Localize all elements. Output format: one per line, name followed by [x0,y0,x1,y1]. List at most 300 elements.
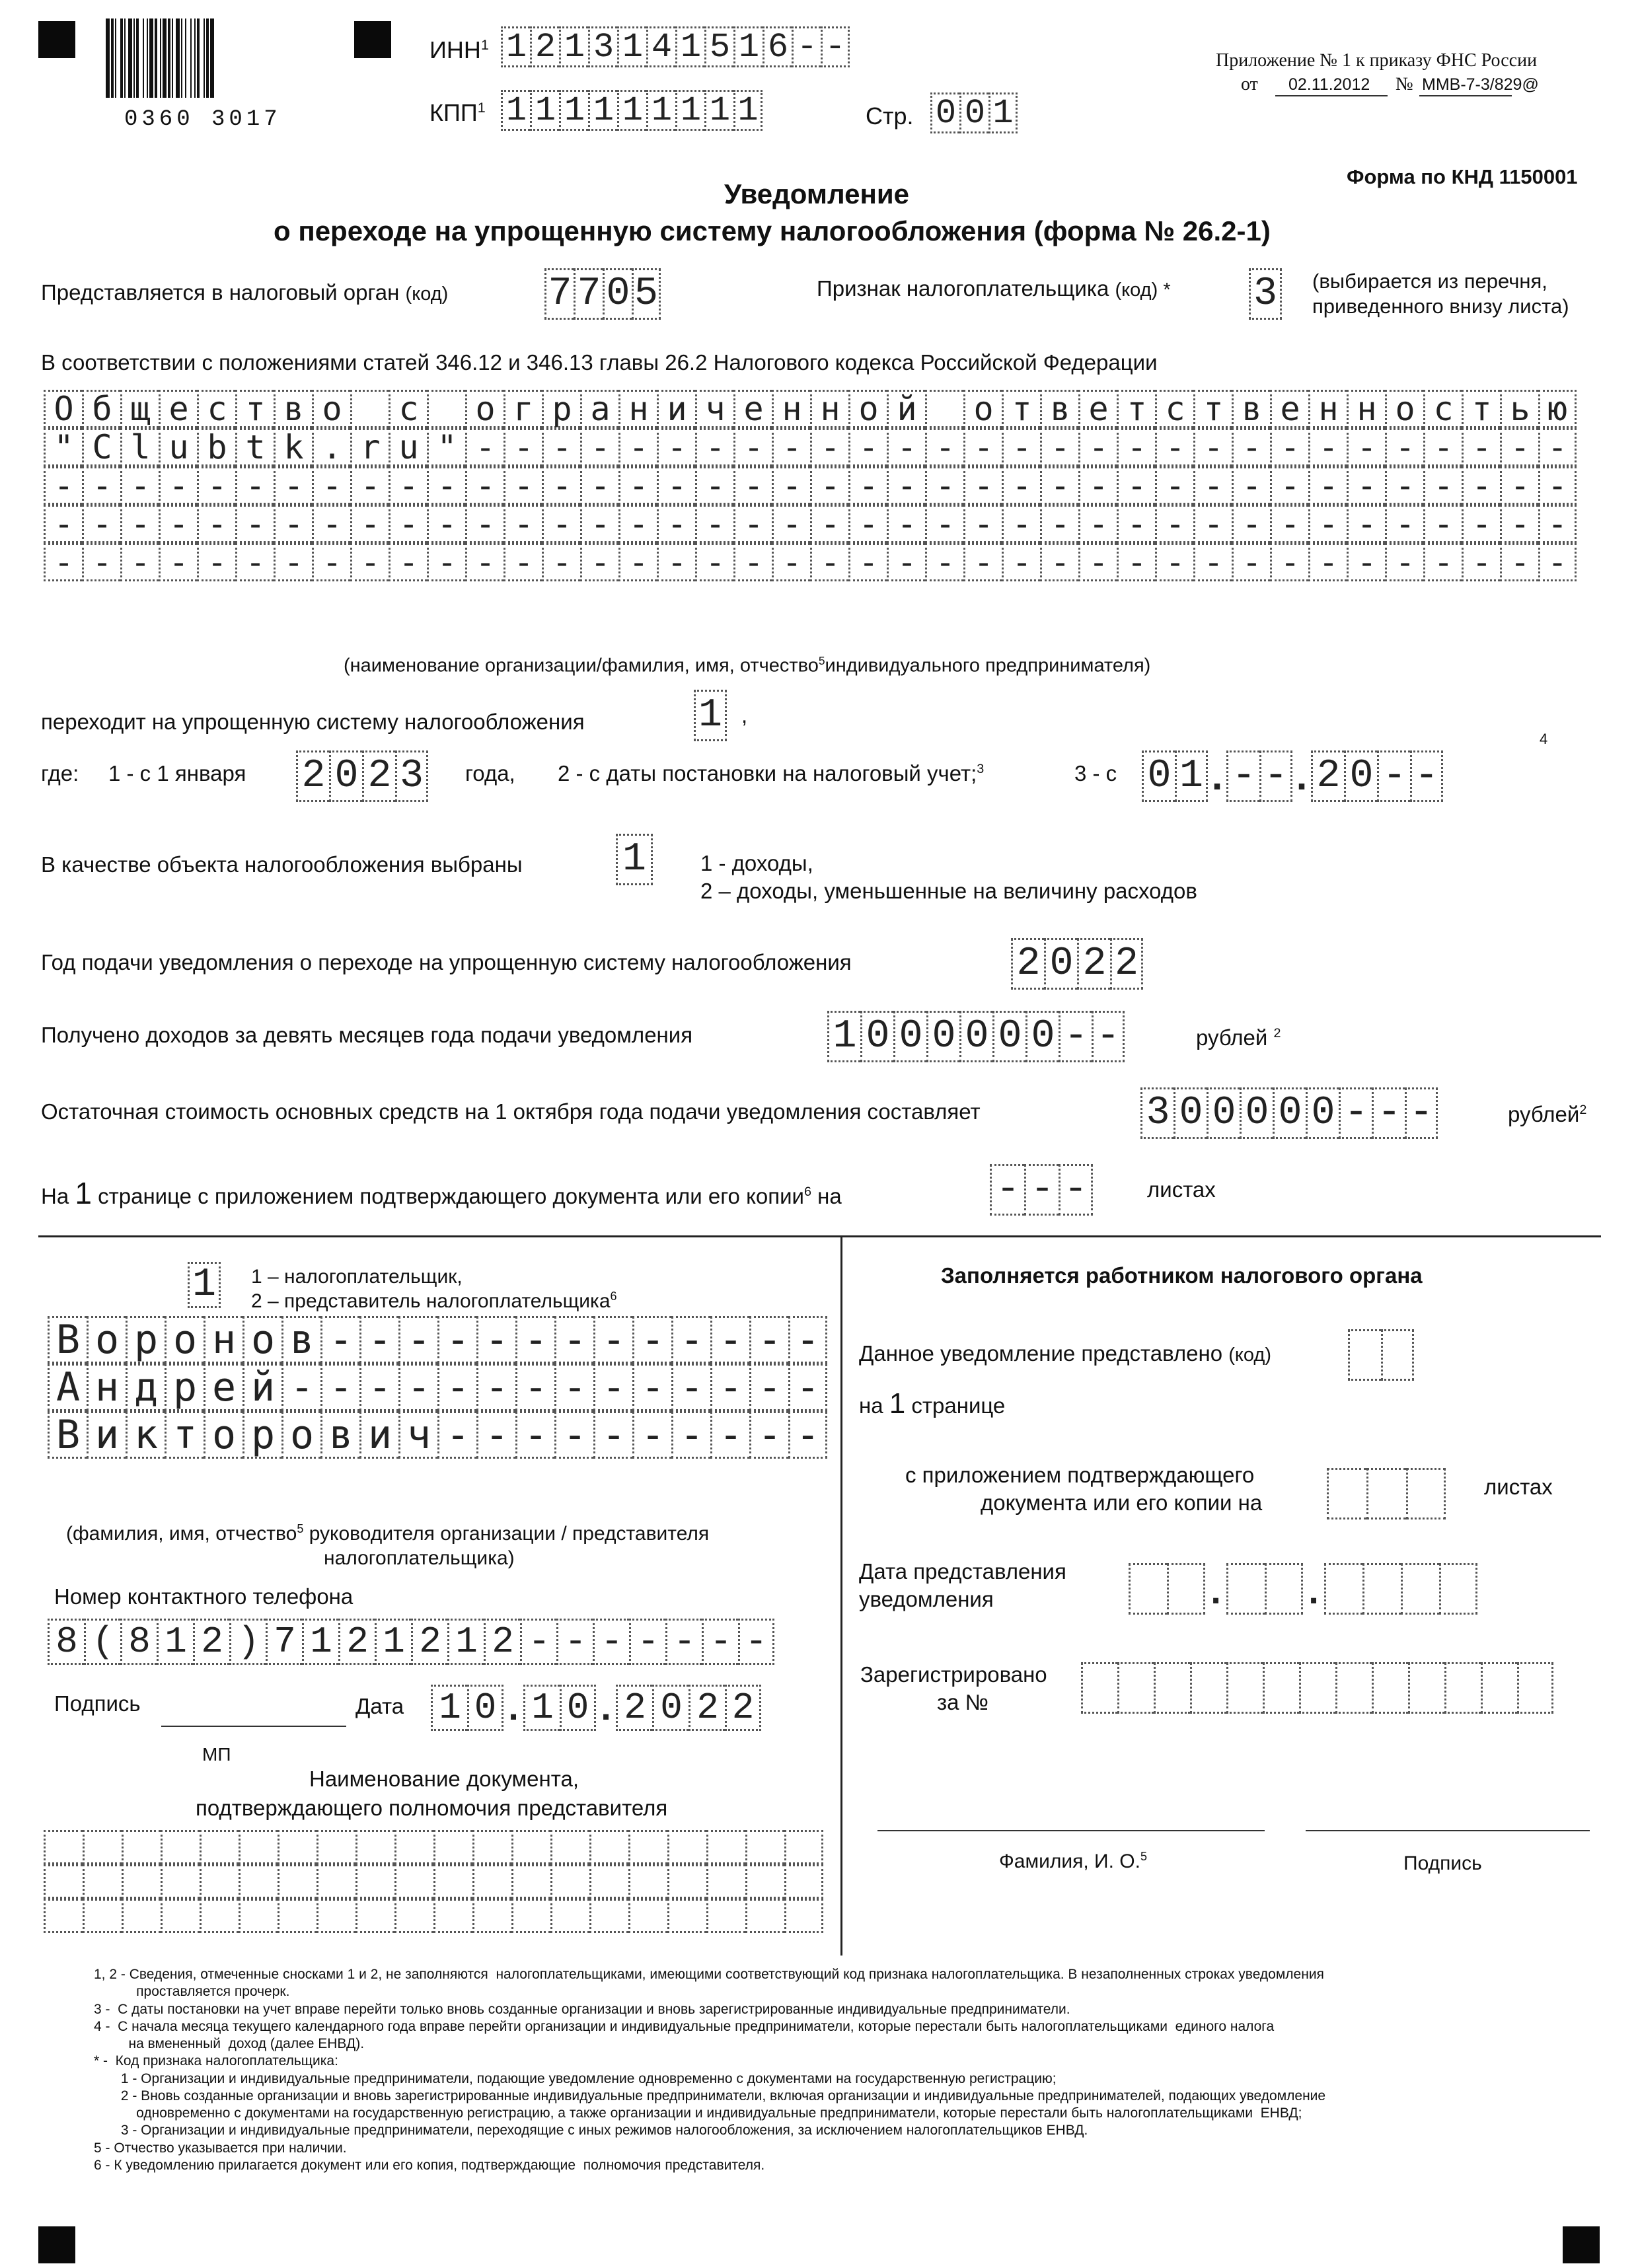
char-cell[interactable]: 1 [988,92,1018,133]
char-cell[interactable]: е [1270,390,1308,428]
char-cell[interactable]: - [1078,543,1117,581]
char-cell[interactable]: - [1059,1164,1093,1216]
char-cell[interactable]: - [1347,505,1385,543]
char-cell[interactable]: - [515,1364,554,1411]
char-cell[interactable] [706,1830,745,1864]
char-cell[interactable]: - [427,543,465,581]
char-cell[interactable]: - [887,466,925,505]
char-cell[interactable] [161,1864,200,1899]
char-cell[interactable]: - [398,1364,437,1411]
char-cell[interactable]: 7 [574,268,603,320]
char-cell[interactable]: - [542,428,580,466]
office-attach-cells[interactable] [1327,1468,1446,1519]
char-cell[interactable]: 0 [1207,1087,1240,1139]
char-cell[interactable] [1401,1563,1439,1615]
char-cell[interactable]: - [657,466,695,505]
char-cell[interactable]: - [515,1316,554,1364]
char-cell[interactable] [394,1830,433,1864]
char-cell[interactable] [1265,1563,1303,1615]
char-cell[interactable]: . [312,428,350,466]
attachment-cells[interactable] [990,1164,1093,1216]
char-cell[interactable]: - [359,1316,398,1364]
char-cell[interactable]: о [312,390,350,428]
char-cell[interactable]: - [1385,466,1423,505]
char-cell[interactable]: - [1308,543,1347,581]
char-cell[interactable]: - [925,466,963,505]
char-cell[interactable]: - [556,1619,593,1665]
char-cell[interactable]: е [733,390,772,428]
char-cell[interactable]: 0 [1173,1087,1207,1139]
char-cell[interactable]: - [1117,428,1155,466]
char-cell[interactable]: - [580,543,618,581]
char-cell[interactable] [550,1899,589,1933]
char-cell[interactable]: - [848,505,887,543]
char-cell[interactable]: р [542,390,580,428]
char-cell[interactable] [667,1864,706,1899]
char-cell[interactable] [1381,1329,1414,1381]
char-cell[interactable]: 0 [1044,938,1077,990]
char-cell[interactable]: - [159,543,197,581]
char-cell[interactable]: - [733,505,772,543]
office-submitted-cells[interactable] [1348,1329,1414,1381]
char-cell[interactable]: - [542,466,580,505]
char-cell[interactable]: - [1270,466,1308,505]
char-cell[interactable]: 2 [1311,750,1344,802]
char-cell[interactable]: - [810,505,848,543]
char-cell[interactable]: - [1385,428,1423,466]
char-cell[interactable]: k [274,428,312,466]
char-cell[interactable]: - [120,543,159,581]
char-cell[interactable]: 1 [501,26,530,67]
grid-row[interactable] [44,466,1577,505]
char-cell[interactable]: с [389,390,427,428]
char-cell[interactable]: 0 [467,1685,503,1731]
char-cell[interactable] [589,1899,628,1933]
char-cell[interactable]: - [1002,466,1040,505]
char-cell[interactable]: - [1002,505,1040,543]
char-cell[interactable]: 0 [930,92,959,133]
char-cell[interactable]: 2 [530,26,559,67]
char-cell[interactable] [1117,1662,1154,1714]
char-cell[interactable]: - [465,543,503,581]
char-cell[interactable]: - [632,1316,671,1364]
char-cell[interactable]: ( [84,1619,120,1665]
char-cell[interactable]: - [657,428,695,466]
char-cell[interactable]: - [1002,543,1040,581]
char-cell[interactable] [745,1864,784,1899]
object-cells[interactable] [616,834,653,885]
char-cell[interactable]: - [476,1411,515,1459]
char-cell[interactable] [200,1899,239,1933]
char-cell[interactable]: 1 [302,1619,338,1665]
char-cell[interactable]: - [618,428,657,466]
char-cell[interactable]: - [963,428,1002,466]
char-cell[interactable]: - [554,1364,593,1411]
char-cell[interactable]: - [810,466,848,505]
char-cell[interactable]: - [733,543,772,581]
char-cell[interactable]: - [197,466,235,505]
char-cell[interactable] [394,1899,433,1933]
char-cell[interactable]: - [312,543,350,581]
grid-row[interactable] [48,1364,827,1411]
char-cell[interactable] [1366,1468,1406,1519]
char-cell[interactable] [1444,1662,1481,1714]
char-cell[interactable]: - [120,466,159,505]
char-cell[interactable]: 1 [530,90,559,131]
char-cell[interactable]: - [1117,505,1155,543]
char-cell[interactable]: - [1500,428,1538,466]
char-cell[interactable]: - [437,1364,476,1411]
char-cell[interactable]: р [165,1364,204,1411]
char-cell[interactable] [239,1830,278,1864]
char-cell[interactable]: . [1302,1572,1325,1615]
char-cell[interactable]: - [1193,543,1232,581]
char-cell[interactable]: 1 [617,90,646,131]
char-cell[interactable] [1324,1563,1362,1615]
char-cell[interactable] [784,1864,823,1899]
office-name-line[interactable] [877,1830,1265,1831]
char-cell[interactable]: - [695,466,733,505]
char-cell[interactable]: о [242,1316,281,1364]
char-cell[interactable] [433,1864,472,1899]
char-cell[interactable]: 1 [447,1619,484,1665]
char-cell[interactable]: - [1155,466,1193,505]
char-cell[interactable]: о [165,1316,204,1364]
char-cell[interactable]: - [1308,428,1347,466]
char-cell[interactable]: й [242,1364,281,1411]
char-cell[interactable]: 1 [559,26,588,67]
char-cell[interactable]: 2 [1011,938,1044,990]
char-cell[interactable]: . [595,1689,617,1731]
char-cell[interactable] [1348,1329,1381,1381]
page-cells[interactable] [930,92,1018,133]
char-cell[interactable]: - [963,466,1002,505]
char-cell[interactable]: - [44,543,82,581]
char-cell[interactable]: - [1232,466,1270,505]
char-cell[interactable]: - [1372,1087,1405,1139]
char-cell[interactable]: . [1290,757,1314,802]
char-cell[interactable]: - [1538,466,1577,505]
char-cell[interactable]: - [554,1411,593,1459]
char-cell[interactable]: - [632,1364,671,1411]
char-cell[interactable]: - [1078,505,1117,543]
char-cell[interactable]: 7 [266,1619,302,1665]
char-cell[interactable]: 1 [188,1262,221,1308]
char-cell[interactable]: - [772,466,810,505]
char-cell[interactable] [355,1830,394,1864]
char-cell[interactable] [1406,1468,1446,1519]
char-cell[interactable]: 2 [296,750,329,802]
char-cell[interactable]: - [1155,428,1193,466]
char-cell[interactable]: с [1155,390,1193,428]
char-cell[interactable]: о [281,1411,320,1459]
char-cell[interactable]: - [1040,466,1078,505]
char-cell[interactable]: - [710,1364,749,1411]
grid-row[interactable] [44,428,1577,466]
char-cell[interactable]: - [792,26,821,67]
char-cell[interactable]: т [1193,390,1232,428]
char-cell[interactable]: - [235,466,274,505]
char-cell[interactable]: 0 [1025,1011,1059,1062]
char-cell[interactable]: 5 [704,26,733,67]
char-cell[interactable]: - [465,505,503,543]
char-cell[interactable]: - [503,428,542,466]
char-cell[interactable]: - [320,1316,359,1364]
char-cell[interactable]: 1 [704,90,733,131]
char-cell[interactable]: - [1462,543,1500,581]
char-cell[interactable]: - [82,466,120,505]
char-cell[interactable] [1154,1662,1190,1714]
char-cell[interactable]: 0 [992,1011,1025,1062]
char-cell[interactable] [239,1864,278,1899]
char-cell[interactable]: - [1339,1087,1372,1139]
char-cell[interactable]: b [197,428,235,466]
char-cell[interactable] [1263,1662,1299,1714]
char-cell[interactable] [511,1899,550,1933]
char-cell[interactable]: е [1078,390,1117,428]
char-cell[interactable]: 5 [632,268,661,320]
char-cell[interactable]: 2 [411,1619,447,1665]
char-cell[interactable]: 1 [646,90,675,131]
char-cell[interactable] [784,1899,823,1933]
char-cell[interactable]: - [671,1364,710,1411]
char-cell[interactable]: 7 [544,268,574,320]
char-cell[interactable] [667,1899,706,1933]
char-cell[interactable] [122,1864,161,1899]
char-cell[interactable]: - [593,1364,632,1411]
char-cell[interactable]: - [503,466,542,505]
char-cell[interactable]: 1 [501,90,530,131]
char-cell[interactable] [427,390,465,428]
char-cell[interactable]: - [1462,428,1500,466]
income-cells[interactable] [827,1011,1125,1062]
char-cell[interactable]: й [887,390,925,428]
char-cell[interactable]: г [503,390,542,428]
char-cell[interactable] [433,1830,472,1864]
char-cell[interactable]: - [810,543,848,581]
char-cell[interactable]: 0 [1273,1087,1306,1139]
signer-type-cells[interactable] [188,1262,221,1308]
char-cell[interactable]: - [1193,428,1232,466]
char-cell[interactable]: - [1500,543,1538,581]
char-cell[interactable]: 3 [588,26,617,67]
char-cell[interactable]: - [1040,543,1078,581]
char-cell[interactable] [200,1864,239,1899]
char-cell[interactable]: - [1405,1087,1438,1139]
char-cell[interactable]: - [593,1316,632,1364]
char-cell[interactable]: 4 [646,26,675,67]
char-cell[interactable]: о [1385,390,1423,428]
char-cell[interactable]: - [1270,428,1308,466]
char-cell[interactable]: с [1423,390,1462,428]
char-cell[interactable]: 0 [560,1685,596,1731]
char-cell[interactable]: - [1377,750,1410,802]
char-cell[interactable] [122,1899,161,1933]
char-cell[interactable]: б [82,390,120,428]
char-cell[interactable]: - [963,543,1002,581]
char-cell[interactable]: 2 [1077,938,1110,990]
char-cell[interactable]: - [350,466,389,505]
char-cell[interactable]: - [235,543,274,581]
char-cell[interactable]: 1 [694,690,727,741]
char-cell[interactable]: 2 [362,750,395,802]
char-cell[interactable]: - [821,26,850,67]
char-cell[interactable] [472,1830,511,1864]
char-cell[interactable]: - [695,505,733,543]
char-cell[interactable] [1517,1662,1553,1714]
char-cell[interactable]: - [990,1164,1024,1216]
char-cell[interactable] [1081,1662,1117,1714]
char-cell[interactable]: В [48,1316,87,1364]
char-cell[interactable]: ч [695,390,733,428]
transition-cells[interactable] [694,690,727,741]
char-cell[interactable]: - [1347,466,1385,505]
char-cell[interactable]: t [235,428,274,466]
char-cell[interactable]: - [925,428,963,466]
char-cell[interactable]: - [197,543,235,581]
char-cell[interactable] [1299,1662,1335,1714]
char-cell[interactable]: - [1117,543,1155,581]
char-cell[interactable]: 3 [1249,268,1282,320]
char-cell[interactable] [589,1830,628,1864]
char-cell[interactable]: 1 [733,90,763,131]
char-cell[interactable]: - [1538,428,1577,466]
char-cell[interactable]: т [1462,390,1500,428]
char-cell[interactable]: т [1117,390,1155,428]
char-cell[interactable]: - [159,466,197,505]
char-cell[interactable]: - [963,505,1002,543]
char-cell[interactable]: - [503,505,542,543]
char-cell[interactable]: - [320,1364,359,1411]
char-cell[interactable] [1129,1563,1167,1615]
char-cell[interactable]: н [618,390,657,428]
char-cell[interactable]: 2 [1110,938,1143,990]
char-cell[interactable]: к [126,1411,165,1459]
char-cell[interactable]: т [165,1411,204,1459]
char-cell[interactable]: в [274,390,312,428]
char-cell[interactable]: - [82,543,120,581]
char-cell[interactable]: - [788,1411,827,1459]
char-cell[interactable]: - [465,428,503,466]
char-cell[interactable]: - [1024,1164,1059,1216]
char-cell[interactable]: - [350,505,389,543]
char-cell[interactable] [239,1899,278,1933]
char-cell[interactable]: - [671,1316,710,1364]
char-cell[interactable]: - [1193,505,1232,543]
char-cell[interactable]: щ [120,390,159,428]
char-cell[interactable]: - [749,1316,788,1364]
char-cell[interactable]: - [848,428,887,466]
char-cell[interactable]: - [593,1619,629,1665]
office-reg-cells[interactable] [1081,1662,1553,1714]
char-cell[interactable]: - [618,505,657,543]
char-cell[interactable]: 0 [329,750,362,802]
char-cell[interactable]: - [887,543,925,581]
grid-row[interactable] [44,543,1577,581]
char-cell[interactable] [122,1830,161,1864]
char-cell[interactable]: - [1308,466,1347,505]
char-cell[interactable]: - [749,1411,788,1459]
char-cell[interactable] [1226,1662,1263,1714]
char-cell[interactable]: - [398,1316,437,1364]
char-cell[interactable]: - [629,1619,665,1665]
char-cell[interactable] [200,1830,239,1864]
tax-authority-cells[interactable] [544,268,661,320]
char-cell[interactable]: . [1205,757,1230,802]
char-cell[interactable]: - [1078,466,1117,505]
char-cell[interactable]: в [281,1316,320,1364]
char-cell[interactable]: - [274,543,312,581]
char-cell[interactable]: 1 [375,1619,411,1665]
char-cell[interactable]: - [772,543,810,581]
char-cell[interactable] [355,1899,394,1933]
char-cell[interactable]: - [925,543,963,581]
char-cell[interactable]: - [733,428,772,466]
taxpayer-sign-cells[interactable] [1249,268,1282,320]
char-cell[interactable] [44,1899,83,1933]
char-cell[interactable]: - [788,1364,827,1411]
char-cell[interactable]: - [1193,466,1232,505]
char-cell[interactable]: - [1226,750,1259,802]
char-cell[interactable]: и [87,1411,126,1459]
char-cell[interactable]: - [476,1316,515,1364]
char-cell[interactable]: 2 [725,1685,761,1731]
phone-cells[interactable] [48,1619,774,1665]
char-cell[interactable]: - [772,428,810,466]
char-cell[interactable]: - [542,505,580,543]
char-cell[interactable]: - [1232,543,1270,581]
char-cell[interactable]: - [887,428,925,466]
char-cell[interactable]: о [204,1411,242,1459]
char-cell[interactable]: - [1232,428,1270,466]
char-cell[interactable]: - [1155,543,1193,581]
char-cell[interactable]: - [671,1411,710,1459]
char-cell[interactable]: - [695,428,733,466]
char-cell[interactable]: 3 [395,750,428,802]
char-cell[interactable]: u [389,428,427,466]
inn-cells[interactable] [501,26,850,67]
char-cell[interactable] [472,1864,511,1899]
char-cell[interactable]: 0 [1142,750,1175,802]
char-cell[interactable]: а [580,390,618,428]
char-cell[interactable]: - [665,1619,702,1665]
char-cell[interactable]: р [126,1316,165,1364]
char-cell[interactable]: - [1270,543,1308,581]
char-cell[interactable]: - [120,505,159,543]
char-cell[interactable]: - [772,505,810,543]
signature-line[interactable] [161,1726,346,1727]
char-cell[interactable] [83,1864,122,1899]
char-cell[interactable]: 8 [48,1619,84,1665]
char-cell[interactable]: 1 [157,1619,193,1665]
grid-row[interactable] [44,1864,823,1899]
char-cell[interactable] [511,1864,550,1899]
char-cell[interactable]: - [1538,543,1577,581]
char-cell[interactable]: - [274,466,312,505]
char-cell[interactable] [472,1899,511,1933]
char-cell[interactable]: - [1040,428,1078,466]
char-cell[interactable]: ь [1500,390,1538,428]
char-cell[interactable] [745,1830,784,1864]
char-cell[interactable]: т [1002,390,1040,428]
char-cell[interactable]: - [657,505,695,543]
grid-row[interactable] [48,1411,827,1459]
char-cell[interactable]: - [738,1619,774,1665]
char-cell[interactable] [1226,1563,1265,1615]
char-cell[interactable]: 0 [603,268,632,320]
char-cell[interactable]: н [204,1316,242,1364]
char-cell[interactable]: - [1347,543,1385,581]
